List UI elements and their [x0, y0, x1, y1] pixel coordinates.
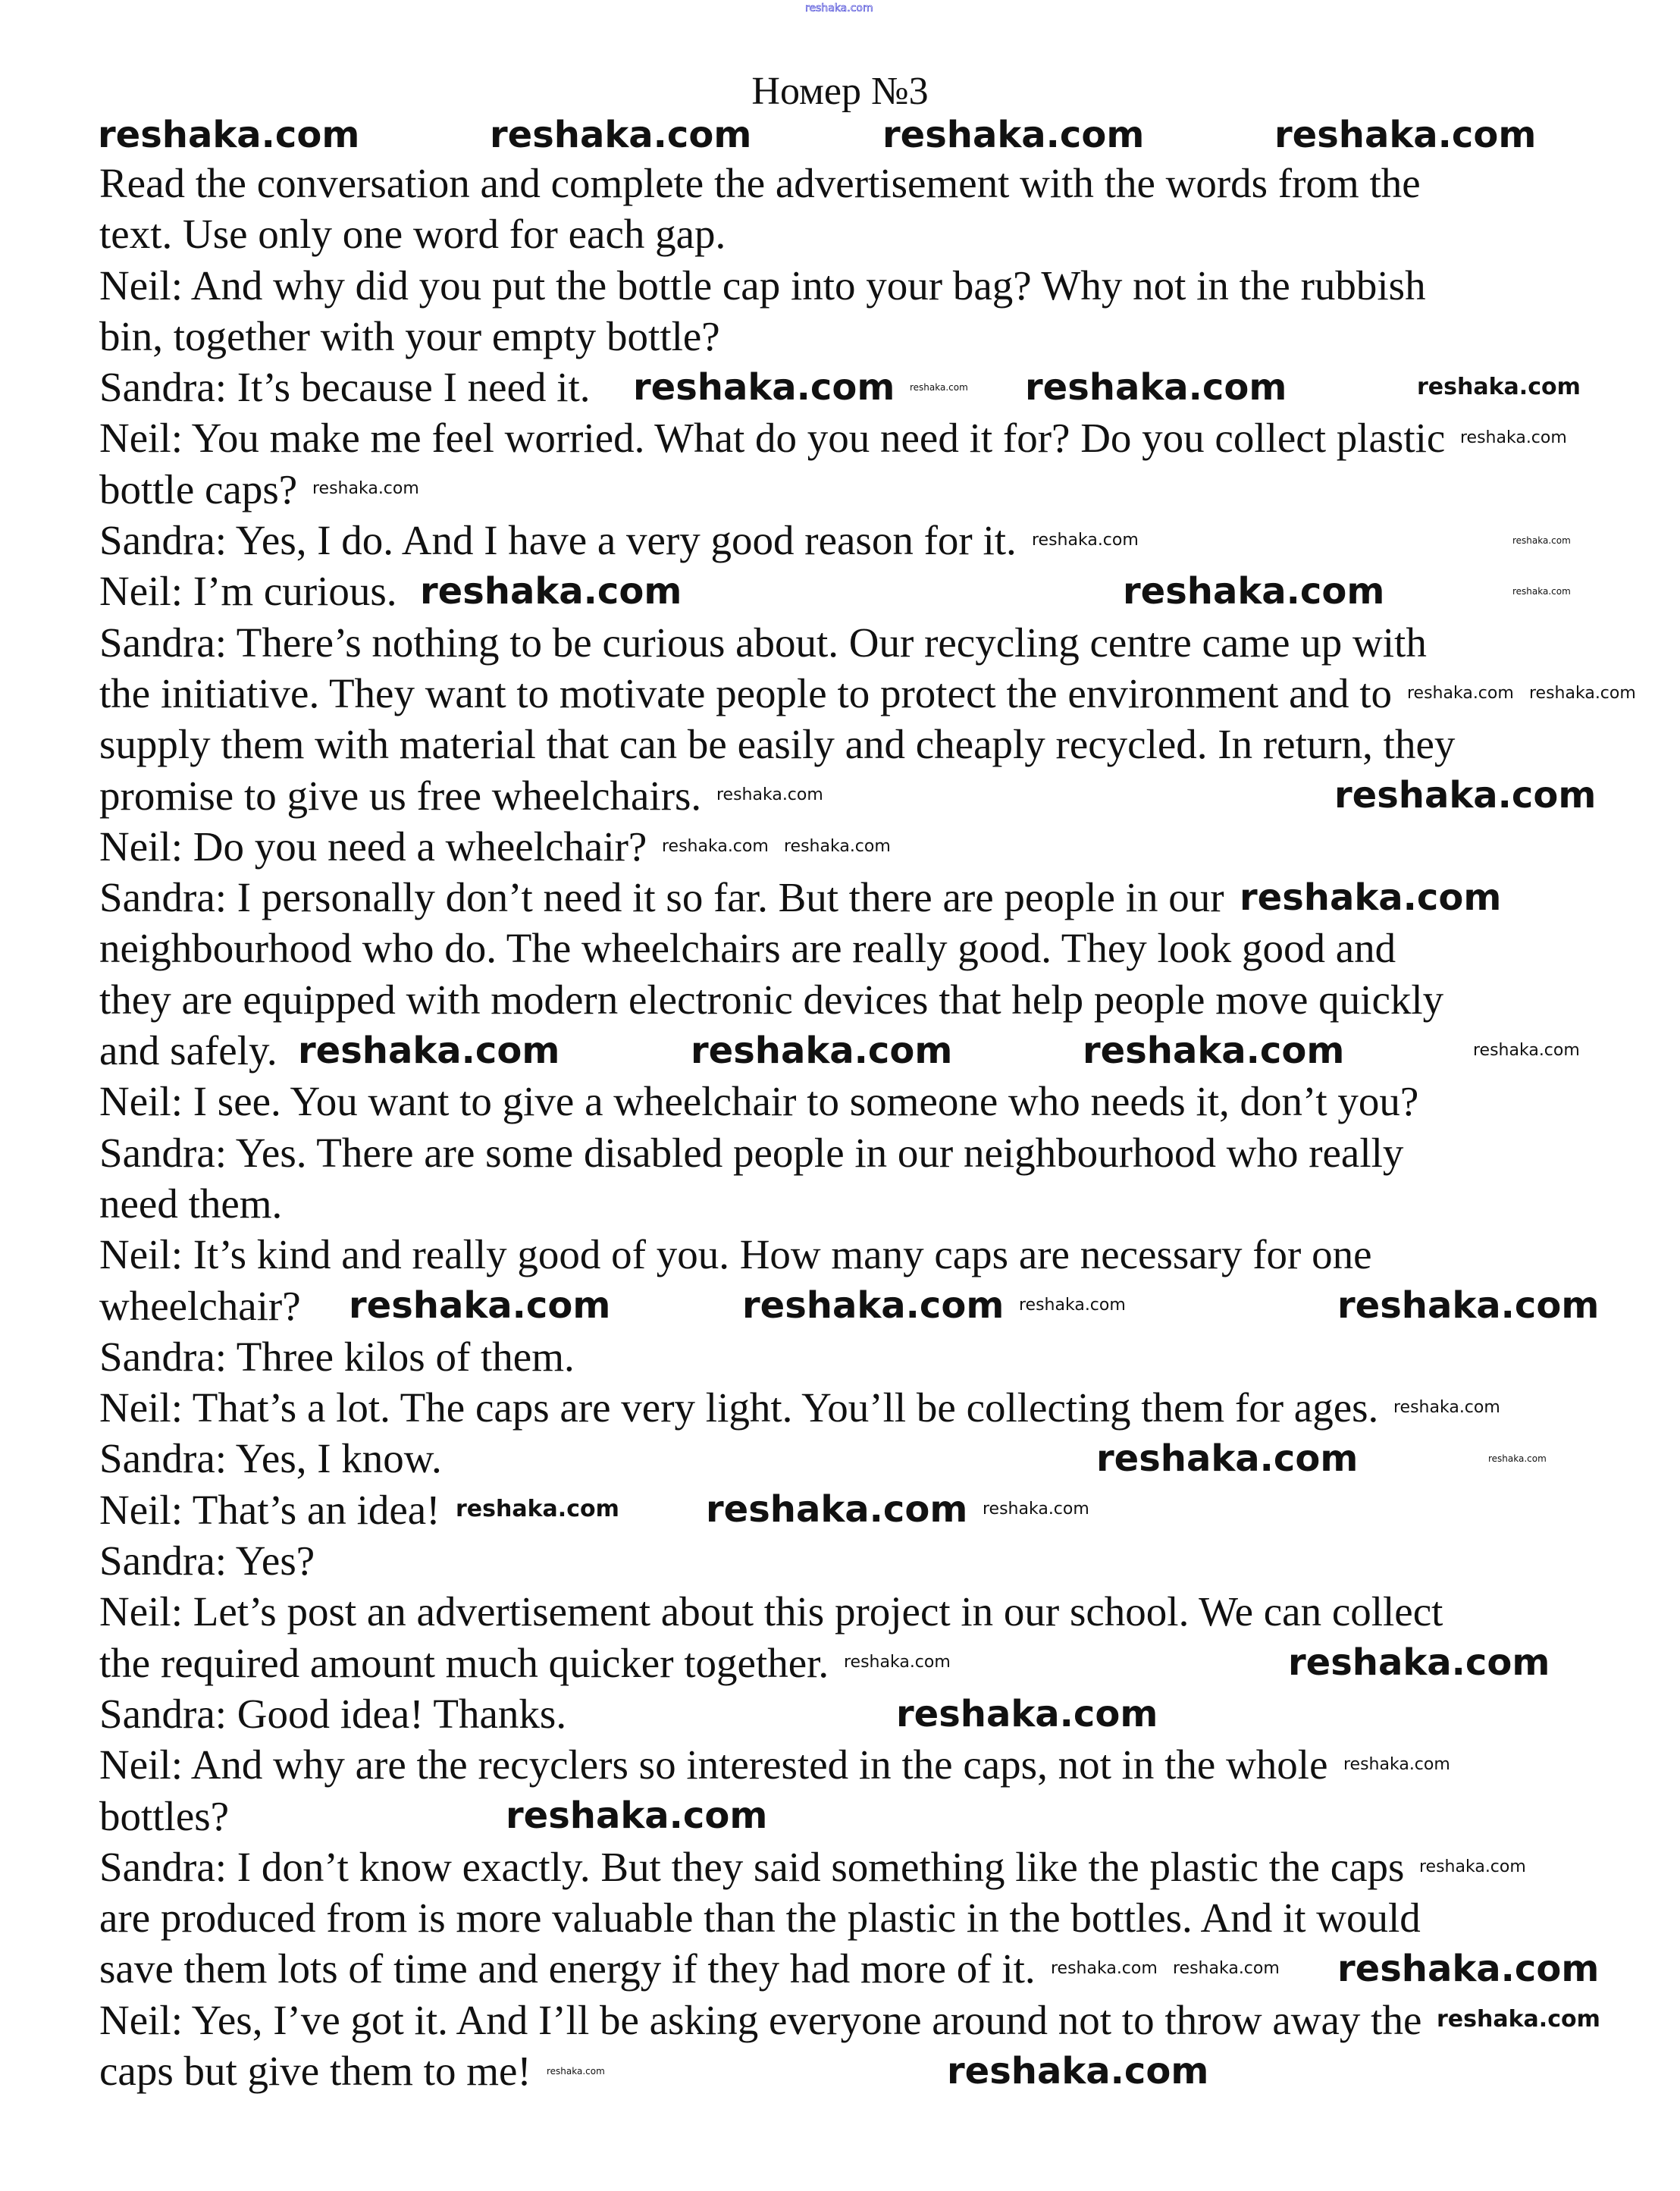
- watermark-text: reshaka.com: [910, 382, 968, 393]
- text-line: Neil: You make me feel worried. What do you need it for? Do you collect plastic: [99, 415, 1446, 462]
- text-line: neighbourhood who do. The wheelchairs are really good. They look good and: [99, 925, 1396, 972]
- text-line: Neil: Yes, I’ve got it. And I’ll be asking everyone around not to throw away the: [99, 1996, 1422, 2043]
- watermark-text: reshaka.com: [662, 837, 769, 856]
- watermark-text: reshaka.com: [1419, 1857, 1526, 1876]
- text-line: Sandra: Yes, I know.: [99, 1435, 442, 1482]
- text-line: Sandra: Yes, I do. And I have a very good reason for it.: [99, 517, 1017, 564]
- watermark-text: reshaka.com: [983, 1500, 1089, 1519]
- watermark-text: reshaka.com: [547, 2066, 605, 2077]
- watermark-text: reshaka.com: [1123, 570, 1385, 613]
- text-line: Sandra: Yes. There are some disabled people in our neighbourhood who really: [99, 1129, 1404, 1176]
- watermark-text: reshaka.com: [882, 114, 1145, 156]
- watermark-text: reshaka.com: [1032, 531, 1139, 550]
- watermark-text: reshaka.com: [1274, 114, 1537, 156]
- watermark-text: reshaka.com: [844, 1653, 951, 1672]
- watermark-text: reshaka.com: [312, 479, 419, 498]
- watermark-text: reshaka.com: [420, 570, 682, 613]
- text-line: Neil: That’s an idea!: [99, 1486, 440, 1533]
- text-line: Sandra: Three kilos of them.: [99, 1333, 575, 1380]
- watermark-text: reshaka.com: [490, 114, 752, 156]
- text-line: Sandra: It’s because I need it.: [99, 364, 591, 411]
- watermark-text: reshaka.com: [1512, 586, 1571, 597]
- text-line: need them.: [99, 1180, 283, 1227]
- text-line: Neil: And why are the recyclers so interested in the caps, not in the whole: [99, 1741, 1328, 1788]
- watermark-text: reshaka.com: [1025, 366, 1287, 409]
- text-line: Neil: It’s kind and really good of you. How many caps are necessary for one: [99, 1231, 1372, 1278]
- text-line: Sandra: Yes?: [99, 1537, 315, 1584]
- watermark-text: reshaka.com: [691, 1030, 953, 1072]
- text-line: save them lots of time and energy if they had more of it.: [99, 1945, 1036, 1992]
- watermark-text: reshaka.com: [1083, 1030, 1345, 1072]
- watermark-text: reshaka.com: [742, 1284, 1005, 1327]
- text-line: supply them with material that can be easily and cheaply recycled. In return, they: [99, 721, 1456, 768]
- text-line: bottles?: [99, 1792, 230, 1839]
- watermark-text: reshaka.com: [896, 1693, 1158, 1735]
- watermark-text: reshaka.com: [1460, 428, 1567, 447]
- watermark-text: reshaka.com: [784, 837, 891, 856]
- text-line: Neil: That’s a lot. The caps are very light. You’ll be collecting them for ages.: [99, 1384, 1379, 1431]
- watermark-text: reshaka.com: [1334, 774, 1597, 817]
- watermark-text: reshaka.com: [298, 1030, 560, 1072]
- watermark-text: reshaka.com: [1417, 374, 1581, 400]
- watermark-text: reshaka.com: [1529, 684, 1636, 703]
- text-line: the required amount much quicker together.: [99, 1639, 829, 1686]
- text-line: bottle caps?: [99, 465, 298, 512]
- text-line: Neil: I see. You want to give a wheelchair to someone who needs it, don’t you?: [99, 1078, 1419, 1125]
- watermark-text: reshaka.com: [1240, 876, 1502, 919]
- text-line: Read the conversation and complete the advertisement with the words from the: [99, 160, 1421, 206]
- watermark-text: reshaka.com: [1288, 1641, 1550, 1684]
- watermark-text: reshaka.com: [716, 785, 823, 804]
- text-line: Sandra: I don’t know exactly. But they said something like the plastic the caps: [99, 1843, 1405, 1890]
- page-title: Номер №3: [751, 70, 929, 113]
- text-line: Neil: I’m curious.: [99, 568, 397, 615]
- text-line: bin, together with your empty bottle?: [99, 312, 720, 359]
- watermark-text: reshaka.com: [805, 2, 873, 14]
- text-line: are produced from is more valuable than the plastic in the bottles. And it would: [99, 1895, 1421, 1942]
- watermark-text: reshaka.com: [1407, 684, 1514, 703]
- watermark-text: reshaka.com: [1343, 1755, 1450, 1774]
- text-line: the initiative. They want to motivate people to protect the environment and to: [99, 669, 1393, 716]
- text-line: and safely.: [99, 1027, 277, 1074]
- watermark-text: reshaka.com: [1337, 1284, 1600, 1327]
- text-line: text. Use only one word for each gap.: [99, 211, 726, 258]
- watermark-text: reshaka.com: [633, 366, 895, 409]
- watermark-text: reshaka.com: [706, 1488, 968, 1531]
- text-line: Neil: Let’s post an advertisement about this project in our school. We can collect: [99, 1588, 1443, 1635]
- watermark-text: reshaka.com: [1051, 1959, 1158, 1978]
- watermark-text: reshaka.com: [506, 1794, 768, 1837]
- watermark-text: reshaka.com: [1096, 1437, 1359, 1480]
- text-line: Neil: Do you need a wheelchair?: [99, 823, 647, 870]
- watermark-text: reshaka.com: [1173, 1959, 1280, 1978]
- text-line: Sandra: I personally don’t need it so far. But there are people in our: [99, 874, 1224, 921]
- watermark-text: reshaka.com: [1512, 535, 1571, 546]
- conversation-text: [99, 158, 1578, 2096]
- watermark-text: reshaka.com: [1473, 1041, 1580, 1060]
- text-line: Sandra: Good idea! Thanks.: [99, 1690, 567, 1737]
- watermark-text: reshaka.com: [1393, 1398, 1500, 1417]
- text-line: Neil: And why did you put the bottle cap into your bag? Why not in the rubbish: [99, 262, 1426, 309]
- watermark-text: reshaka.com: [349, 1284, 611, 1327]
- text-line: caps but give them to me!: [99, 2047, 531, 2094]
- watermark-text: reshaka.com: [1019, 1296, 1126, 1315]
- watermark-text: reshaka.com: [947, 2050, 1209, 2092]
- watermark-text: reshaka.com: [1437, 2006, 1600, 2033]
- watermark-text: reshaka.com: [98, 114, 360, 156]
- text-line: Sandra: There’s nothing to be curious about. Our recycling centre came up with: [99, 619, 1427, 666]
- text-line: wheelchair?: [99, 1282, 301, 1329]
- text-line: they are equipped with modern electronic devices that help people move quickly: [99, 976, 1444, 1023]
- watermark-text: reshaka.com: [1488, 1453, 1547, 1464]
- text-line: promise to give us free wheelchairs.: [99, 772, 702, 819]
- watermark-text: reshaka.com: [1337, 1948, 1600, 1990]
- watermark-text: reshaka.com: [456, 1496, 619, 1522]
